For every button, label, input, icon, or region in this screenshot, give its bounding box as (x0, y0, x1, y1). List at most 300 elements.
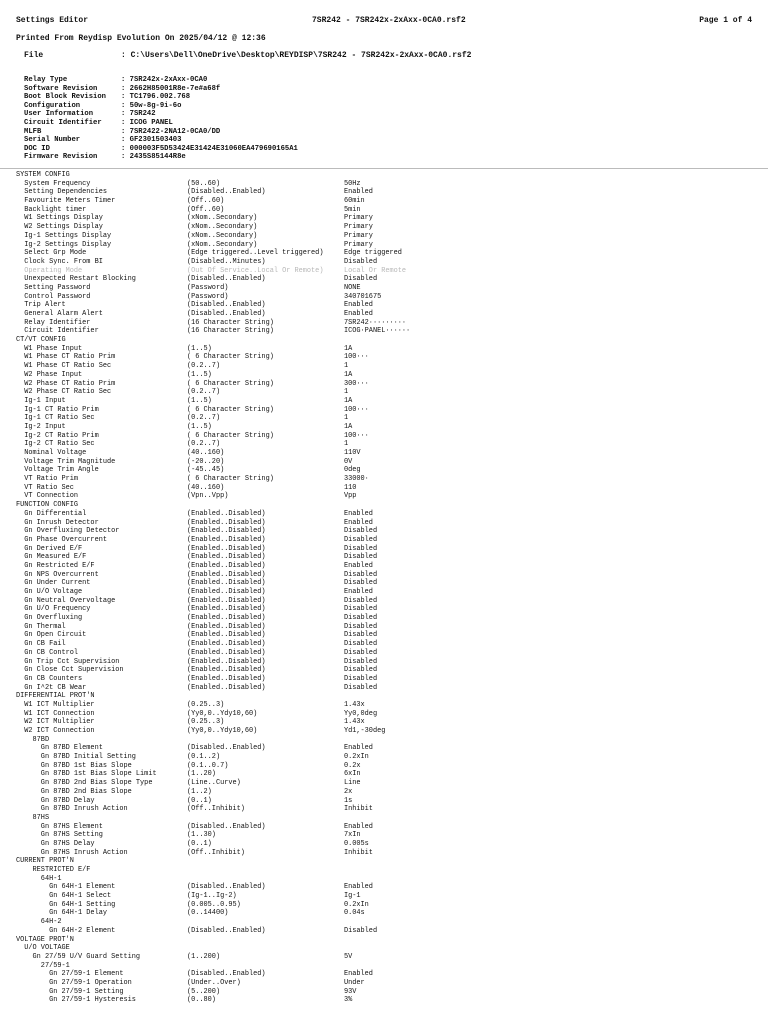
setting-range: (Enabled..Disabled) (187, 561, 266, 570)
setting-name: Favourite Meters Timer (16, 197, 116, 206)
setting-range: (Enabled..Disabled) (187, 544, 266, 553)
setting-range: (Enabled..Disabled) (187, 579, 266, 588)
section-heading (16, 866, 756, 875)
setting-value: 0.2xIn (344, 900, 369, 909)
setting-range: (0.2..7) (187, 362, 221, 371)
setting-range: (Enabled..Disabled) (187, 631, 266, 640)
setting-row (16, 301, 756, 310)
info-row (24, 110, 156, 119)
app-title: Settings Editor (16, 16, 89, 25)
setting-row (16, 371, 756, 380)
setting-name: Gn 27/59 U/V Guard Setting (16, 952, 141, 961)
setting-row (16, 970, 756, 979)
setting-value: Enabled (344, 310, 373, 318)
setting-range: (Disabled..Minutes) (187, 257, 266, 266)
setting-name: VT Ratio Prim (16, 475, 79, 484)
setting-value: Disabled (344, 666, 378, 675)
setting-value: 50Hz (344, 179, 361, 188)
setting-name: Voltage Trim Angle (16, 466, 99, 475)
setting-name: Gn 27/59-1 Operation (16, 978, 132, 987)
setting-name: W1 Phase CT Ratio Prim (16, 353, 116, 362)
setting-name: Ig-2 CT Ratio Sec (16, 440, 95, 449)
setting-value: Primary (344, 214, 373, 223)
setting-row (16, 614, 756, 623)
setting-name: Gn 27/59-1 Element (16, 970, 124, 979)
document-title: 7SR242 - 7SR242x-2xAxx-0CA0.rsf2 (312, 16, 466, 25)
setting-name: SYSTEM CONFIG (16, 171, 70, 179)
setting-row (16, 631, 756, 640)
setting-range: (Password) (187, 283, 229, 292)
setting-name: Gn 87HS Setting (16, 831, 103, 840)
setting-name: W1 Phase Input (16, 344, 83, 353)
setting-name: Gn Under Current (16, 579, 91, 588)
setting-range: (Enabled..Disabled) (187, 683, 266, 692)
setting-name: Gn 87BD Delay (16, 796, 95, 805)
info-value: : 50w-8g-9i-6o (121, 101, 182, 110)
setting-row (16, 927, 756, 936)
setting-row (16, 883, 756, 892)
setting-name: W2 Settings Display (16, 223, 103, 232)
setting-name: Gn 87HS Element (16, 822, 103, 831)
setting-row (16, 484, 756, 493)
setting-value: 0.2x (344, 761, 361, 770)
section-heading (16, 962, 756, 971)
info-label: DOC ID (24, 144, 50, 153)
setting-value: NONE (344, 283, 361, 292)
setting-value: Disabled (344, 579, 378, 588)
setting-value: Enabled (344, 883, 373, 892)
setting-name: W1 Settings Display (16, 214, 103, 223)
info-row (24, 118, 173, 128)
setting-row (16, 892, 756, 901)
setting-value: Primary (344, 240, 373, 249)
setting-row (16, 414, 756, 423)
setting-value: Primary (344, 223, 373, 232)
setting-range: ( 6 Character String) (187, 405, 274, 414)
setting-range: (Disabled..Enabled) (187, 188, 266, 197)
info-row (24, 84, 221, 94)
setting-range: (1..200) (187, 952, 221, 961)
setting-name: Nominal Voltage (16, 449, 87, 457)
setting-range: (Password) (187, 292, 229, 301)
setting-name: 27/59-1 (16, 961, 70, 970)
setting-range: (0.25..3) (187, 700, 225, 709)
setting-name: Ig-1 Settings Display (16, 231, 112, 240)
setting-row (16, 475, 756, 484)
info-row (24, 127, 221, 137)
setting-name: Gn Inrush Detector (16, 518, 99, 527)
setting-value: Under (344, 978, 365, 987)
printed-line: Printed From Reydisp Evolution On 2025/04/12 @ 12:36 (16, 34, 266, 43)
setting-name: Gn 64H-1 Delay (16, 909, 107, 918)
section-heading (16, 814, 756, 823)
setting-range: (0.005..0.95) (187, 900, 241, 909)
setting-value: 110V (344, 449, 361, 457)
setting-row (16, 362, 756, 371)
setting-row (16, 388, 756, 397)
setting-value: 0.2xIn (344, 753, 369, 762)
setting-value: Enabled (344, 518, 373, 527)
setting-value: 0.04s (344, 909, 365, 918)
setting-row (16, 727, 756, 736)
setting-row (16, 353, 756, 362)
setting-range: (Yy0,0..Ydy10,60) (187, 709, 258, 718)
setting-row (16, 753, 756, 762)
setting-value: Enabled (344, 301, 373, 310)
setting-value: ICOG·PANEL······ (344, 327, 411, 336)
setting-name: General Alarm Alert (16, 310, 103, 318)
setting-value: 1A (344, 422, 353, 431)
setting-row (16, 214, 756, 223)
setting-range: (Off..60) (187, 205, 225, 214)
info-label: Relay Type (24, 76, 68, 84)
info-value: : 2662H85001R8e-7e#a68f (121, 84, 221, 93)
setting-range: (0.2..7) (187, 440, 221, 449)
setting-name: Gn 27/59-1 Setting (16, 987, 124, 996)
setting-value: 340701675 (344, 292, 382, 301)
setting-name: Gn 87BD Element (16, 744, 103, 753)
setting-value: Enabled (344, 970, 373, 979)
setting-range: (Disabled..Enabled) (187, 744, 266, 753)
setting-value: Disabled (344, 614, 378, 623)
info-row (24, 76, 208, 85)
setting-name: Gn NPS Overcurrent (16, 570, 99, 579)
setting-range: (Disabled..Enabled) (187, 970, 266, 979)
setting-row (16, 492, 756, 501)
info-value: : GF2301503403 (121, 136, 182, 145)
setting-row (16, 701, 756, 710)
setting-row (16, 449, 756, 458)
setting-row (16, 527, 756, 536)
setting-range: (Line..Curve) (187, 779, 241, 788)
setting-row (16, 197, 756, 206)
setting-row (16, 788, 756, 797)
setting-row (16, 831, 756, 840)
setting-range: (0.2..7) (187, 388, 221, 397)
setting-value: Disabled (344, 570, 378, 579)
setting-row (16, 909, 756, 918)
info-label: User Information (24, 110, 94, 119)
setting-range: (Yy0,0..Ydy10,60) (187, 727, 258, 735)
setting-value: Disabled (344, 605, 378, 614)
setting-name: Gn 64H-1 Select (16, 892, 112, 901)
setting-value: 1.43x (344, 700, 365, 709)
setting-range: (5..200) (187, 987, 221, 996)
setting-name: Gn 64H-2 Element (16, 926, 116, 935)
setting-range: (0.1..0.7) (187, 761, 229, 770)
setting-value: Inhibit (344, 805, 373, 814)
section-heading (16, 936, 756, 945)
setting-range: (Enabled..Disabled) (187, 570, 266, 579)
setting-range: (16 Character String) (187, 318, 274, 327)
setting-row (16, 267, 756, 276)
setting-range: (Enabled..Disabled) (187, 657, 266, 666)
section-heading (16, 857, 756, 866)
setting-range: (Enabled..Disabled) (187, 588, 266, 596)
setting-name: W2 Phase CT Ratio Prim (16, 379, 116, 388)
setting-value: Disabled (344, 683, 378, 692)
setting-value: Disabled (344, 544, 378, 553)
setting-value: 1 (344, 414, 349, 423)
setting-row (16, 249, 756, 258)
setting-value: 93V (344, 987, 357, 996)
setting-name: RESTRICTED E/F (16, 866, 91, 874)
setting-row (16, 562, 756, 571)
setting-name: Gn 87HS Inrush Action (16, 848, 128, 857)
setting-range: (Enabled..Disabled) (187, 596, 266, 605)
setting-range: (Enabled..Disabled) (187, 535, 266, 544)
setting-range: (Enabled..Disabled) (187, 674, 266, 683)
setting-range: (0.1..2) (187, 753, 221, 762)
setting-name: Gn 87BD Initial Setting (16, 753, 136, 762)
setting-value: Disabled (344, 275, 378, 284)
setting-name: Gn Restricted E/F (16, 561, 95, 570)
setting-value: 100··· (344, 405, 369, 414)
setting-range: (1..20) (187, 770, 216, 779)
setting-row (16, 241, 756, 250)
setting-value: 0V (344, 457, 353, 466)
setting-row (16, 718, 756, 727)
setting-row (16, 666, 756, 675)
setting-row (16, 597, 756, 606)
setting-row (16, 797, 756, 806)
info-label: Firmware Revision (24, 153, 98, 162)
setting-value: Disabled (344, 631, 378, 640)
setting-range: (50..60) (187, 179, 221, 188)
setting-row (16, 423, 756, 432)
setting-name: Gn Neutral Overvoltage (16, 596, 116, 605)
info-value: : 7SR242 (121, 110, 156, 119)
setting-row (16, 466, 756, 475)
setting-value: Edge triggered (344, 249, 402, 258)
section-heading (16, 944, 756, 953)
setting-value: 1A (344, 396, 353, 405)
setting-row (16, 840, 756, 849)
setting-row (16, 545, 756, 554)
setting-range: (16 Character String) (187, 327, 274, 336)
setting-value: 110 (344, 483, 357, 492)
setting-name: Voltage Trim Magnitude (16, 457, 116, 466)
setting-name: 87HS (16, 813, 50, 822)
setting-name: VOLTAGE PROT'N (16, 935, 74, 944)
setting-name: Gn 87BD 1st Bias Slope Limit (16, 770, 157, 779)
setting-row (16, 510, 756, 519)
setting-name: Ig-1 CT Ratio Sec (16, 414, 95, 423)
setting-row (16, 327, 756, 336)
info-row (24, 144, 298, 154)
setting-name: Relay Identifier (16, 318, 91, 327)
setting-row (16, 779, 756, 788)
setting-row (16, 206, 756, 215)
setting-value: Disabled (344, 648, 378, 657)
setting-name: FUNCTION CONFIG (16, 501, 79, 510)
setting-row (16, 979, 756, 988)
setting-range: (Disabled..Enabled) (187, 275, 266, 284)
setting-range: (Off..Inhibit) (187, 805, 245, 814)
setting-row (16, 579, 756, 588)
setting-range: (Enabled..Disabled) (187, 640, 266, 649)
setting-name: W1 ICT Connection (16, 709, 95, 718)
setting-row (16, 623, 756, 632)
setting-range: (0.25..3) (187, 718, 225, 727)
setting-range: (xNom..Secondary) (187, 214, 258, 223)
setting-name: U/O VOLTAGE (16, 944, 70, 953)
setting-name: W2 Phase Input (16, 370, 83, 379)
setting-value: 100··· (344, 353, 369, 362)
setting-row (16, 684, 756, 693)
setting-row (16, 519, 756, 528)
setting-range: (Enabled..Disabled) (187, 622, 266, 631)
setting-name: Circuit Identifier (16, 327, 99, 336)
info-value: : 7SR2422-2NA12-0CA0/DD (121, 127, 221, 136)
setting-range: (-45..45) (187, 466, 225, 475)
setting-name: Gn U/O Frequency (16, 605, 91, 614)
setting-name: Backlight timer (16, 205, 87, 214)
setting-value: Primary (344, 231, 373, 240)
setting-row (16, 188, 756, 197)
setting-range: (Out Of Service..Local Or Remote) (187, 266, 324, 275)
setting-range: (Disabled..Enabled) (187, 822, 266, 831)
setting-range: (Enabled..Disabled) (187, 648, 266, 657)
setting-range: (Under..Over) (187, 978, 241, 987)
setting-value: Local Or Remote (344, 266, 407, 275)
setting-value: Enabled (344, 509, 373, 518)
setting-name: Gn I^2t CB Wear (16, 683, 87, 692)
setting-range: (40..160) (187, 483, 225, 492)
setting-range: ( 6 Character String) (187, 379, 274, 388)
info-value: : 2435S85144R8e (121, 153, 186, 162)
setting-name: Gn Phase Overcurrent (16, 535, 107, 544)
setting-range: (Enabled..Disabled) (187, 518, 266, 527)
setting-row (16, 397, 756, 406)
setting-row (16, 901, 756, 910)
section-heading (16, 501, 756, 510)
setting-value: 7SR242········· (344, 318, 407, 327)
setting-name: Gn CB Counters (16, 674, 83, 683)
setting-value: Disabled (344, 640, 378, 649)
setting-range: (1..5) (187, 344, 212, 353)
setting-value: 1.43x (344, 718, 365, 727)
setting-row (16, 319, 756, 328)
setting-row (16, 293, 756, 302)
setting-range: (Enabled..Disabled) (187, 509, 266, 518)
setting-range: (Off..60) (187, 197, 225, 206)
info-label: Serial Number (24, 136, 81, 145)
setting-range: (xNom..Secondary) (187, 240, 258, 249)
setting-value: Disabled (344, 527, 378, 536)
setting-range: (0..1) (187, 796, 212, 805)
setting-value: 100··· (344, 431, 369, 440)
setting-row (16, 675, 756, 684)
setting-row (16, 988, 756, 997)
setting-row (16, 536, 756, 545)
setting-range: (1..2) (187, 787, 212, 796)
setting-value: 5min (344, 205, 361, 214)
setting-range: (Enabled..Disabled) (187, 605, 266, 614)
setting-name: Gn Trip Cct Supervision (16, 657, 120, 666)
setting-row (16, 571, 756, 580)
setting-row (16, 284, 756, 293)
setting-value: 1 (344, 362, 349, 371)
setting-value: Inhibit (344, 848, 373, 857)
setting-value: 300··· (344, 379, 369, 388)
setting-row (16, 710, 756, 719)
setting-name: CT/VT CONFIG (16, 336, 66, 345)
page-number: Page 1 of 4 (699, 16, 752, 25)
setting-range: (Disabled..Enabled) (187, 310, 266, 318)
info-label: Circuit Identifier (24, 118, 102, 127)
setting-range: (Edge triggered..Level triggered) (187, 249, 324, 258)
setting-name: 64H-2 (16, 918, 62, 927)
setting-value: Enabled (344, 588, 373, 596)
setting-name: Clock Sync. From BI (16, 257, 103, 266)
setting-value: Disabled (344, 535, 378, 544)
setting-name: System Frequency (16, 179, 91, 188)
setting-range: (Off..Inhibit) (187, 848, 245, 857)
setting-range: (1..5) (187, 396, 212, 405)
setting-range: (Enabled..Disabled) (187, 527, 266, 536)
setting-value: 6xIn (344, 770, 361, 779)
setting-range: (Ig-1..Ig-2) (187, 892, 237, 901)
setting-name: CURRENT PROT'N (16, 857, 74, 866)
setting-name: Trip Alert (16, 301, 66, 310)
setting-name: W2 ICT Multiplier (16, 718, 95, 727)
file-line (24, 51, 472, 60)
setting-row (16, 649, 756, 658)
setting-value: Disabled (344, 257, 378, 266)
setting-value: 1 (344, 388, 349, 397)
setting-value: Enabled (344, 188, 373, 197)
setting-value: Yd1,-30deg (344, 727, 386, 735)
info-row (24, 93, 191, 102)
setting-row (16, 770, 756, 779)
setting-value: 1A (344, 370, 353, 379)
setting-row (16, 762, 756, 771)
setting-name: W2 ICT Connection (16, 727, 95, 735)
setting-name: Gn Open Circuit (16, 631, 87, 640)
setting-value: 1s (344, 796, 353, 805)
setting-row (16, 553, 756, 562)
setting-row (16, 744, 756, 753)
setting-row (16, 223, 756, 232)
setting-name: W2 Phase CT Ratio Sec (16, 388, 112, 397)
setting-row (16, 849, 756, 858)
info-value: : 000003F5D53424E31424E31060EA479690165A1 (121, 144, 298, 153)
setting-row (16, 380, 756, 389)
setting-value: Disabled (344, 553, 378, 562)
file-path: : C:\Users\Dell\OneDrive\Desktop\REYDISP\7SR242 - 7SR242x-2xAxx-0CA0.rsf2 (121, 51, 472, 60)
setting-row (16, 432, 756, 441)
setting-value: 0deg (344, 466, 361, 475)
setting-value: 60min (344, 197, 365, 206)
setting-name: W1 Phase CT Ratio Sec (16, 362, 112, 371)
setting-row (16, 458, 756, 467)
info-value: : ICOG PANEL (121, 118, 173, 127)
setting-value: 33000· (344, 475, 369, 484)
setting-value: 0.005s (344, 839, 369, 848)
setting-range: (Vpn..Vpp) (187, 492, 229, 501)
setting-range: (xNom..Secondary) (187, 223, 258, 232)
setting-range: (0..1) (187, 839, 212, 848)
setting-range: (Enabled..Disabled) (187, 553, 266, 562)
setting-range: (xNom..Secondary) (187, 231, 258, 240)
setting-row (16, 310, 756, 319)
setting-range: ( 6 Character String) (187, 431, 274, 440)
setting-row (16, 640, 756, 649)
file-label: File (24, 51, 44, 60)
setting-range: (Disabled..Enabled) (187, 883, 266, 892)
info-label: Boot Block Revision (24, 93, 106, 102)
